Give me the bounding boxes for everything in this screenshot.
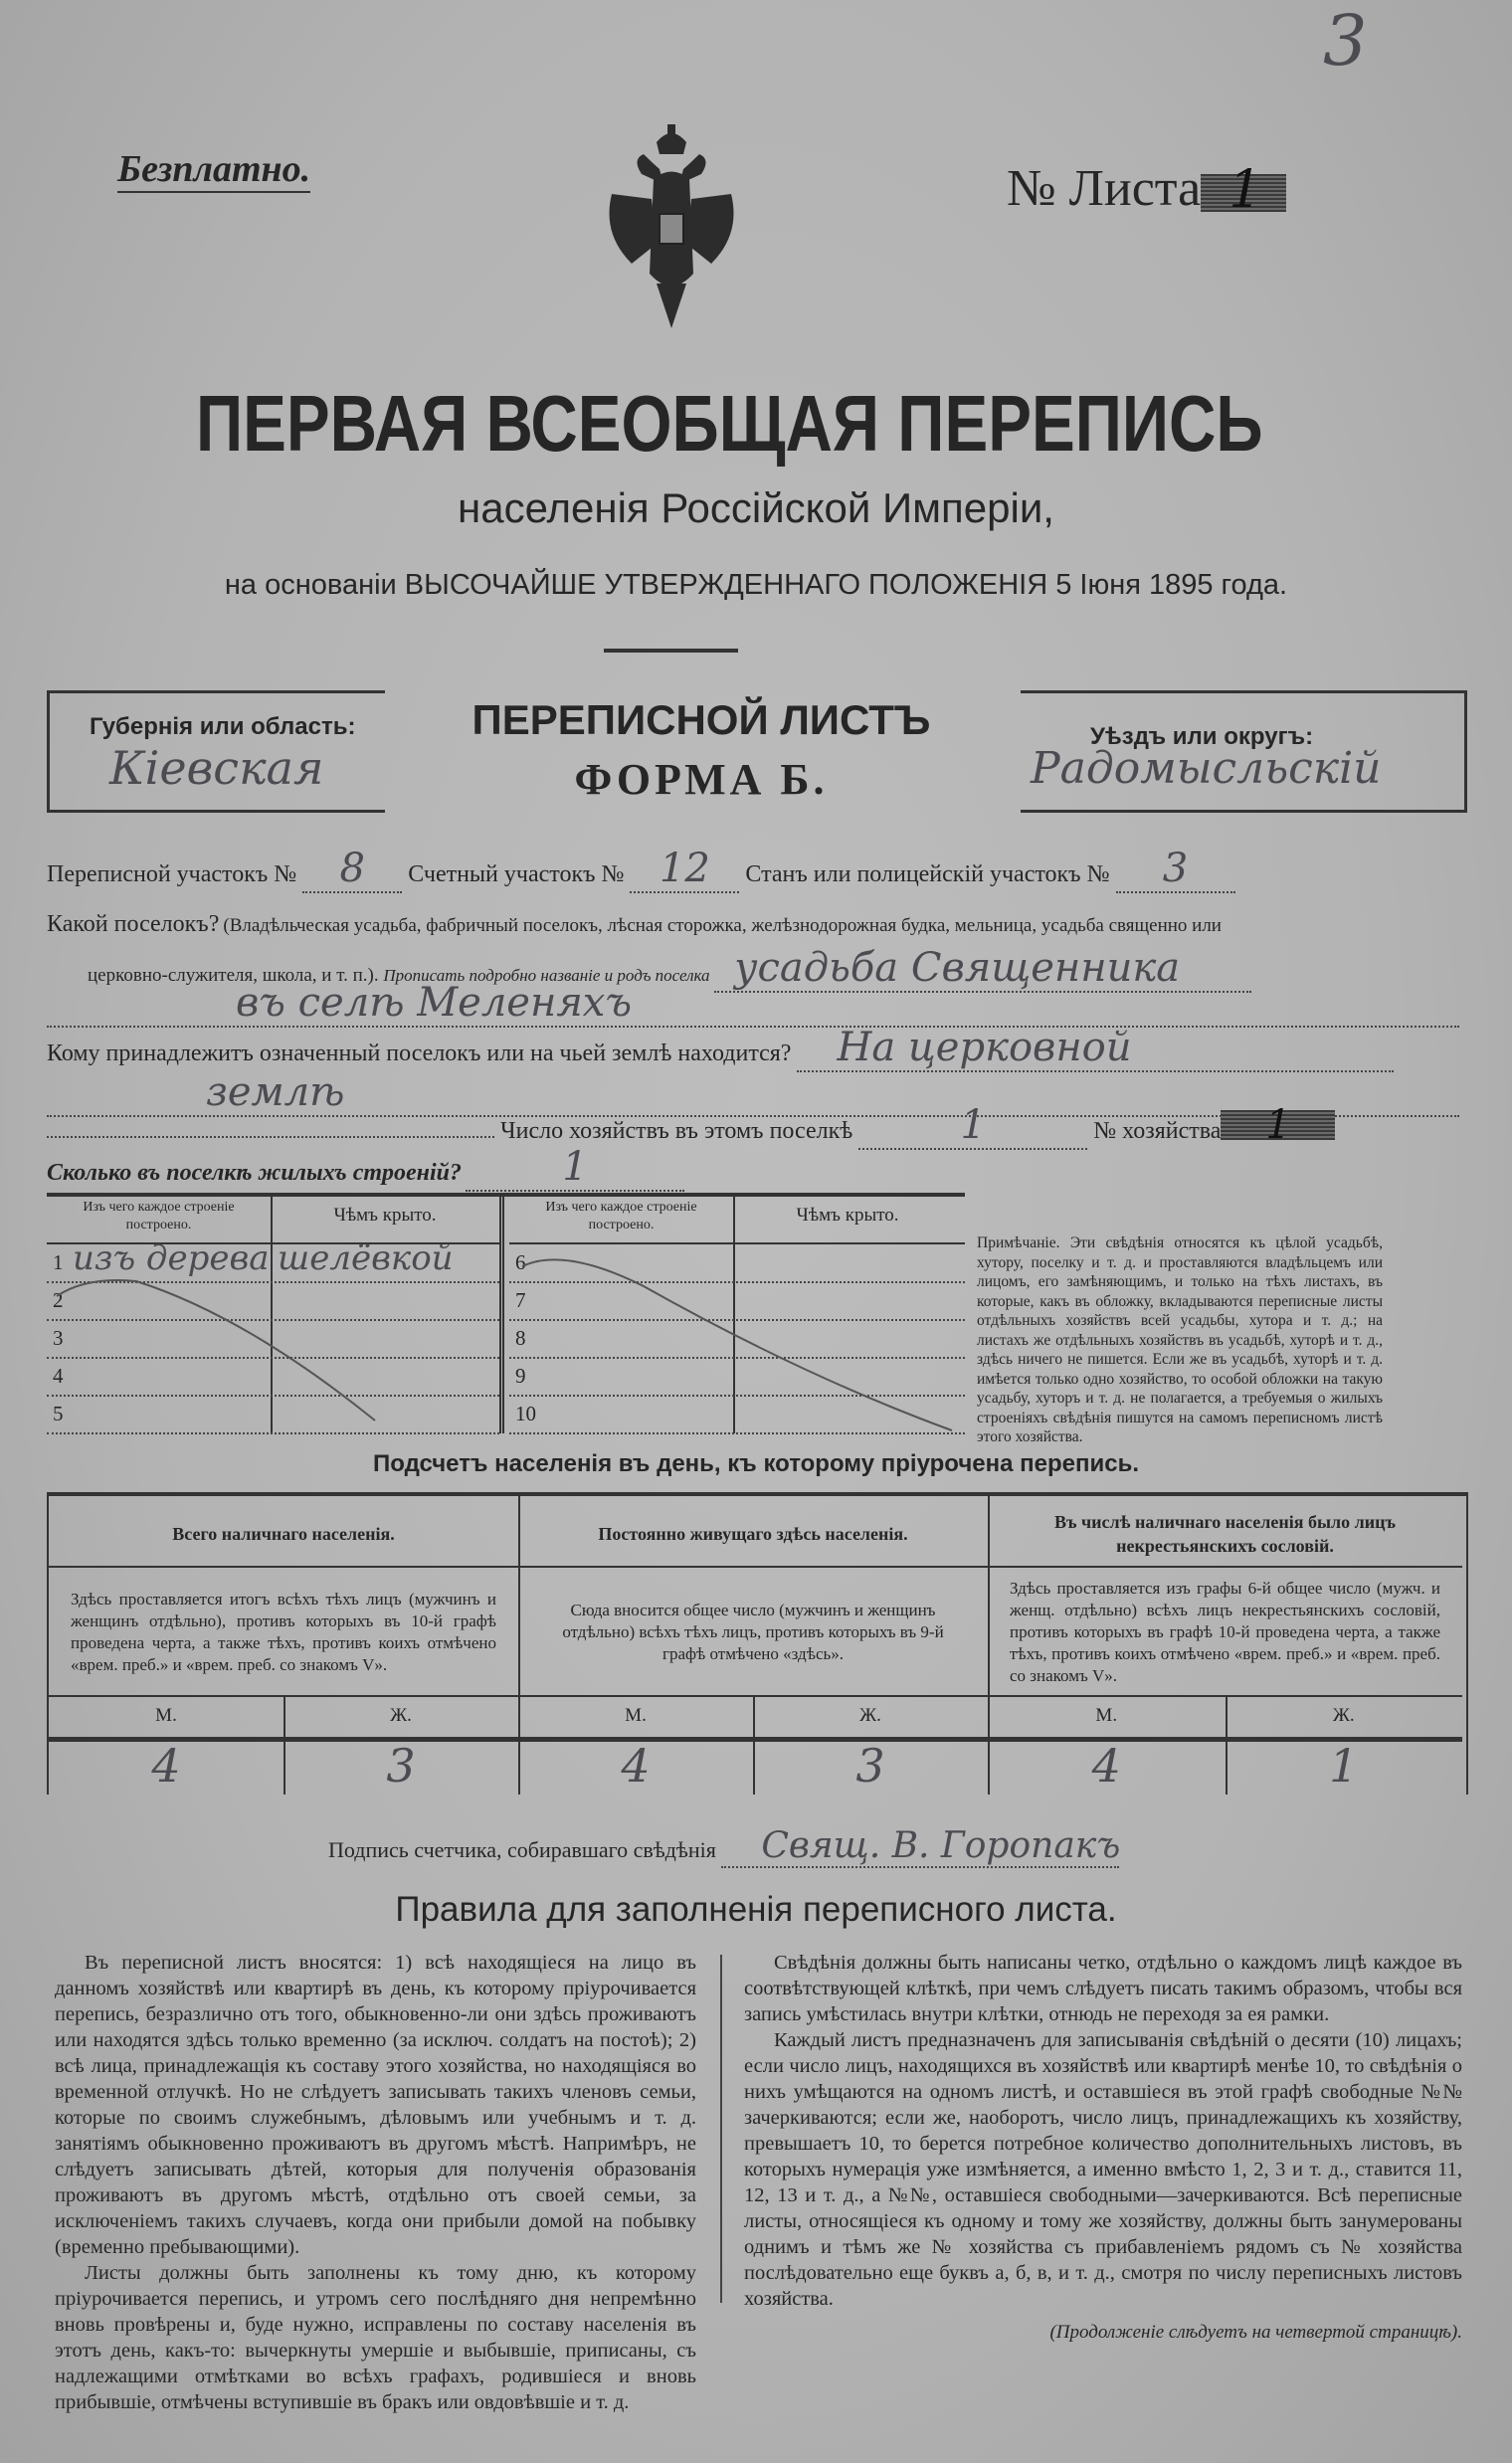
signature-label: Подпись счетчика, собиравшаго свѣдѣнія [328,1837,716,1862]
count-group [518,1496,990,1795]
female-header: Ж. [859,1705,881,1726]
count-group-description: Здѣсь проставляется изъ графы 6-й общее число (мужч. и женщ. отдѣльно) всѣхъ лицъ некрестьянскихъ сословій, противъ которыхъ въ графѣ 10-й проведена черта, а также тѣхъ, противъ коихъ отмѣчено «врем. преб.» и «врем. преб. со знакомъ V». [1010,1579,1440,1685]
building-roof[interactable]: шелёвкой [278,1238,454,1278]
buildings-label: Сколько въ поселкѣ жилыхъ строеній? [47,1160,462,1186]
owner-label: Кому принадлежитъ означенный поселокъ или на чьей землѣ находится? [47,1041,792,1066]
page-subtitle: населенія Россійской Имперіи, [458,484,1054,531]
district-label: Уѣздъ или округъ: [1090,723,1314,750]
count-group-header: Всего наличнаго населенія. [172,1524,395,1544]
rules-paragraph: Листы должны быть заполнены къ тому дню, къ которому пріурочивается перепись, и утромъ сего послѣдняго дня непремѣнно вновь провѣрены и, буде нужно, исправлены по составу населенія въ этотъ день, какъ-то: вычеркнуты умершіе и выбывшіе, приписаны, съ надлежащими отмѣтками во всѣхъ графахъ, родившіеся и вновь прибывшіе, отмѣчены вступившіе въ бракъ или овдовѣвшіе и т. д. [55,2262,696,2413]
row-number: 10 [515,1402,536,1425]
row-number: 3 [53,1326,64,1350]
col-roof-header-2: Чѣмъ крыто. [796,1205,899,1226]
rules-right-column [744,1950,1462,2346]
count-group [988,1496,1462,1795]
police-section-label: Станъ или полицейскій участокъ № [745,861,1110,887]
female-count[interactable]: 3 [855,1739,885,1793]
male-header: М. [625,1705,647,1726]
row-number: 5 [53,1402,64,1425]
sheet-number-stamp [1201,160,1286,221]
row-number: 8 [515,1326,526,1350]
sheet-number [1007,159,1286,221]
settlement-hint-3: Прописать подробно названіе и родъ поселка [383,966,710,985]
households-value[interactable]: 1 [858,1102,1087,1150]
count-section-value[interactable]: 12 [630,846,739,893]
col-material-header-2: Изъ чего каждое строеніе построено. [545,1200,697,1232]
page-title: ПЕРВАЯ ВСЕОБЩАЯ ПЕРЕПИСЬ [196,379,1263,468]
province-value[interactable]: Кіевская [109,741,324,795]
male-header: М. [155,1705,177,1726]
male-count[interactable]: 4 [621,1739,651,1793]
col-roof-header: Чѣмъ крыто. [333,1205,437,1226]
male-count[interactable]: 4 [1091,1739,1121,1793]
female-count[interactable]: 3 [386,1739,416,1793]
households-label: Число хозяйствъ въ этомъ поселкѣ [500,1118,853,1144]
signature-line [328,1825,1119,1868]
count-section-label: Счетный участокъ № [408,861,625,887]
settlement-hint: (Владѣльческая усадьба, фабричный поселокъ, лѣсная сторожка, желѣзнодорожная будка, мельница, усадьба священно или [223,915,1222,936]
col-material-header: Изъ чего каждое строеніе построено. [83,1200,235,1232]
province-box [47,690,385,813]
census-section-value[interactable]: 8 [302,846,402,893]
count-group-description: Здѣсь проставляется итогъ всѣхъ тѣхъ лицъ (мужчинъ и женщинъ отдѣльно), противъ которыхъ въ 10-й графѣ проведена черта, а также тѣхъ, противъ коихъ отмѣчено «врем. преб.» и «врем. преб. со знакомъ V». [71,1590,496,1674]
district-value[interactable]: Радомысльскій [1031,743,1382,794]
free-label: Безплатно. [117,147,310,193]
district-box [1021,690,1467,813]
household-no-value[interactable]: 1 [1221,1110,1335,1140]
row-number: 6 [515,1250,526,1274]
buildings-table [47,1193,965,1433]
male-header: М. [1095,1705,1118,1726]
settlement-value-2[interactable]: въ селѣ Меленяхъ [47,980,1459,1028]
count-table [47,1492,1468,1795]
count-group-header: Въ числѣ наличнаго населенія было лицъ некрестьянскихъ сословій. [1054,1512,1396,1556]
rules-paragraph: Свѣдѣнія должны быть написаны четко, отдѣльно о каждомъ лицѣ каждое въ соотвѣтствующей клѣткѣ, при чемъ слѣдуетъ писать такимъ образомъ, чтобы вся запись умѣстилась внутри клѣтки, отнюдь не переходя за ея рамки. [744,1952,1462,2025]
note-text: Примѣчаніе. Эти свѣдѣнія относятся къ цѣлой усадьбѣ, хутору, поселку и т. д. и проставляются владѣльцемъ или лицомъ, его замѣняющимъ, и только на тѣхъ листахъ, въ которые, какъ въ обложку, вкладываются переписные листы отдѣльныхъ хозяйствъ всей усадьбы, хутора и т. д.; на листахъ же отдѣльныхъ хозяйствъ въ усадьбѣ, хуторѣ и т. д., здѣсь ничего не пишется. Если же въ усадьбѣ, хуторѣ и т. д. имѣется только одно хозяйство, то особой обложки на такую усадьбу, хуторъ и т. д. не полагается, а требуемыя о жилыхъ строеніяхъ свѣдѣнія пишутся на самомъ переписномъ листѣ этого хозяйства. [977,1234,1383,1445]
count-group [49,1496,520,1795]
rules-paragraph: Каждый листъ предназначенъ для записыванія свѣдѣній о десяти (10) лицахъ; если число лицъ, находящихся въ хозяйствѣ или квартирѣ менѣе 10, то свѣдѣнія о нихъ умѣщаются на одномъ листѣ, и оставшіеся въ этой графѣ свободные №№ зачеркиваются; если же, наоборотъ, число лицъ, принадлежащихъ къ хозяйству, превышаетъ 10, то берется потребное количество дополнительныхъ листовъ, въ которыхъ нумерація уже измѣняется, а именно вмѣсто 1, 2, 3 и т. д., ставится 11, 12, 13 и т. д., а №№, оставшіеся свободными—зачеркиваются. Всѣ переписные листы, относящіеся къ одному и тому же хозяйству, должны быть занумерованы однимъ и тѣмъ же № хозяйства съ прибавленіемъ рядомъ съ № хозяйства послѣдовательно еще буквъ а, б, в, и т. д., смотря по числу переписныхъ листовъ хозяйства. [744,2029,1462,2310]
settlement-line [47,911,1459,938]
legal-basis: на основаніи ВЫСОЧАЙШЕ УТВЕРЖДЕННАГО ПОЛОЖЕНІЯ 5 Іюня 1895 года. [224,569,1288,601]
sheet-number-value: 1 [1228,160,1262,221]
row-number: 4 [53,1364,64,1388]
owner-value-1[interactable]: На церковной [797,1025,1394,1072]
owner-value-2[interactable]: землѣ [47,1069,1459,1117]
building-material[interactable]: изъ дерева [73,1238,270,1278]
households-line [47,1102,1459,1150]
male-count[interactable]: 4 [151,1739,181,1793]
buildings-line [47,1144,684,1192]
corner-number: 3 [1323,0,1368,82]
settlement-value-1[interactable]: усадьба Священника [714,945,1251,993]
settlement-hint-2: церковно-служителя, школа, и т. п.). [88,965,379,986]
count-group-description: Сюда вносится общее число (мужчинъ и женщинъ отдѣльно) всѣхъ тѣхъ лицъ, противъ которыхъ въ 9-й графѣ отмѣчено «здѣсь». [562,1601,944,1663]
female-header: Ж. [1332,1705,1355,1726]
row-number: 7 [515,1288,526,1312]
title-rule [604,649,738,653]
signature-value[interactable]: Свящ. В. Горопакъ [721,1825,1119,1868]
police-section-value[interactable]: 3 [1116,846,1235,893]
female-count[interactable]: 1 [1329,1739,1359,1793]
form-name: ФОРМА Б. [574,755,829,804]
row-number: 9 [515,1364,526,1388]
province-label: Губернія или область: [90,713,356,740]
count-group-header: Постоянно живущаго здѣсь населенія. [598,1524,908,1544]
buildings-value[interactable]: 1 [466,1144,684,1192]
section-line [47,846,1439,893]
rules-title: Правила для заполненія переписного листа. [395,1890,1117,1929]
row-number: 1 [53,1250,64,1274]
sheet-number-label: № Листа [1007,160,1202,217]
strike-through-curves [47,1197,965,1433]
eagle-emblem-icon [602,124,741,333]
rules-paragraph: Въ переписной листъ вносятся: 1) всѣ находящіеся на лицо въ данномъ хозяйствѣ или квартирѣ въ день, къ которому пріурочивается перепись, безразлично отъ того, обыкновенно-ли они здѣсь проживаютъ или находятся здѣсь только временно (за исключ. солдатъ на постоѣ); 2) всѣ лица, принадлежащія къ составу этого хозяйства, но находящіяся во временной отлучкѣ. Но не слѣдуетъ записывать такихъ членовъ семьи, которые по своимъ служебнымъ, дѣловымъ или учебнымъ и т. д. занятіямъ обыкновенно проживаютъ въ другомъ мѣстѣ. Напримѣръ, не слѣдуетъ записывать дѣтей, которыя для полученія образованія проживаютъ въ другомъ мѣстѣ, отдѣльно отъ своей семьи, за исключеніемъ такихъ случаевъ, когда они прибыли домой на побывку (временно пребывающими). [55,1952,696,2258]
female-header: Ж. [390,1705,412,1726]
row-number: 2 [53,1288,64,1312]
sheet-title: ПЕРЕПИСНОЙ ЛИСТЪ [472,696,931,743]
census-section-label: Переписной участокъ № [47,861,297,887]
household-no-label: № хозяйства [1093,1118,1222,1144]
rules-left-column [55,1950,696,2415]
owner-line [47,1025,1459,1072]
rules-divider [720,1955,722,2303]
rules-continued: (Продолженіе слѣдуетъ на четвертой страницѣ). [1049,2322,1462,2343]
count-title: Подсчетъ населенія въ день, къ которому пріурочена перепись. [373,1450,1139,1477]
settlement-label: Какой поселокъ? [47,911,220,937]
